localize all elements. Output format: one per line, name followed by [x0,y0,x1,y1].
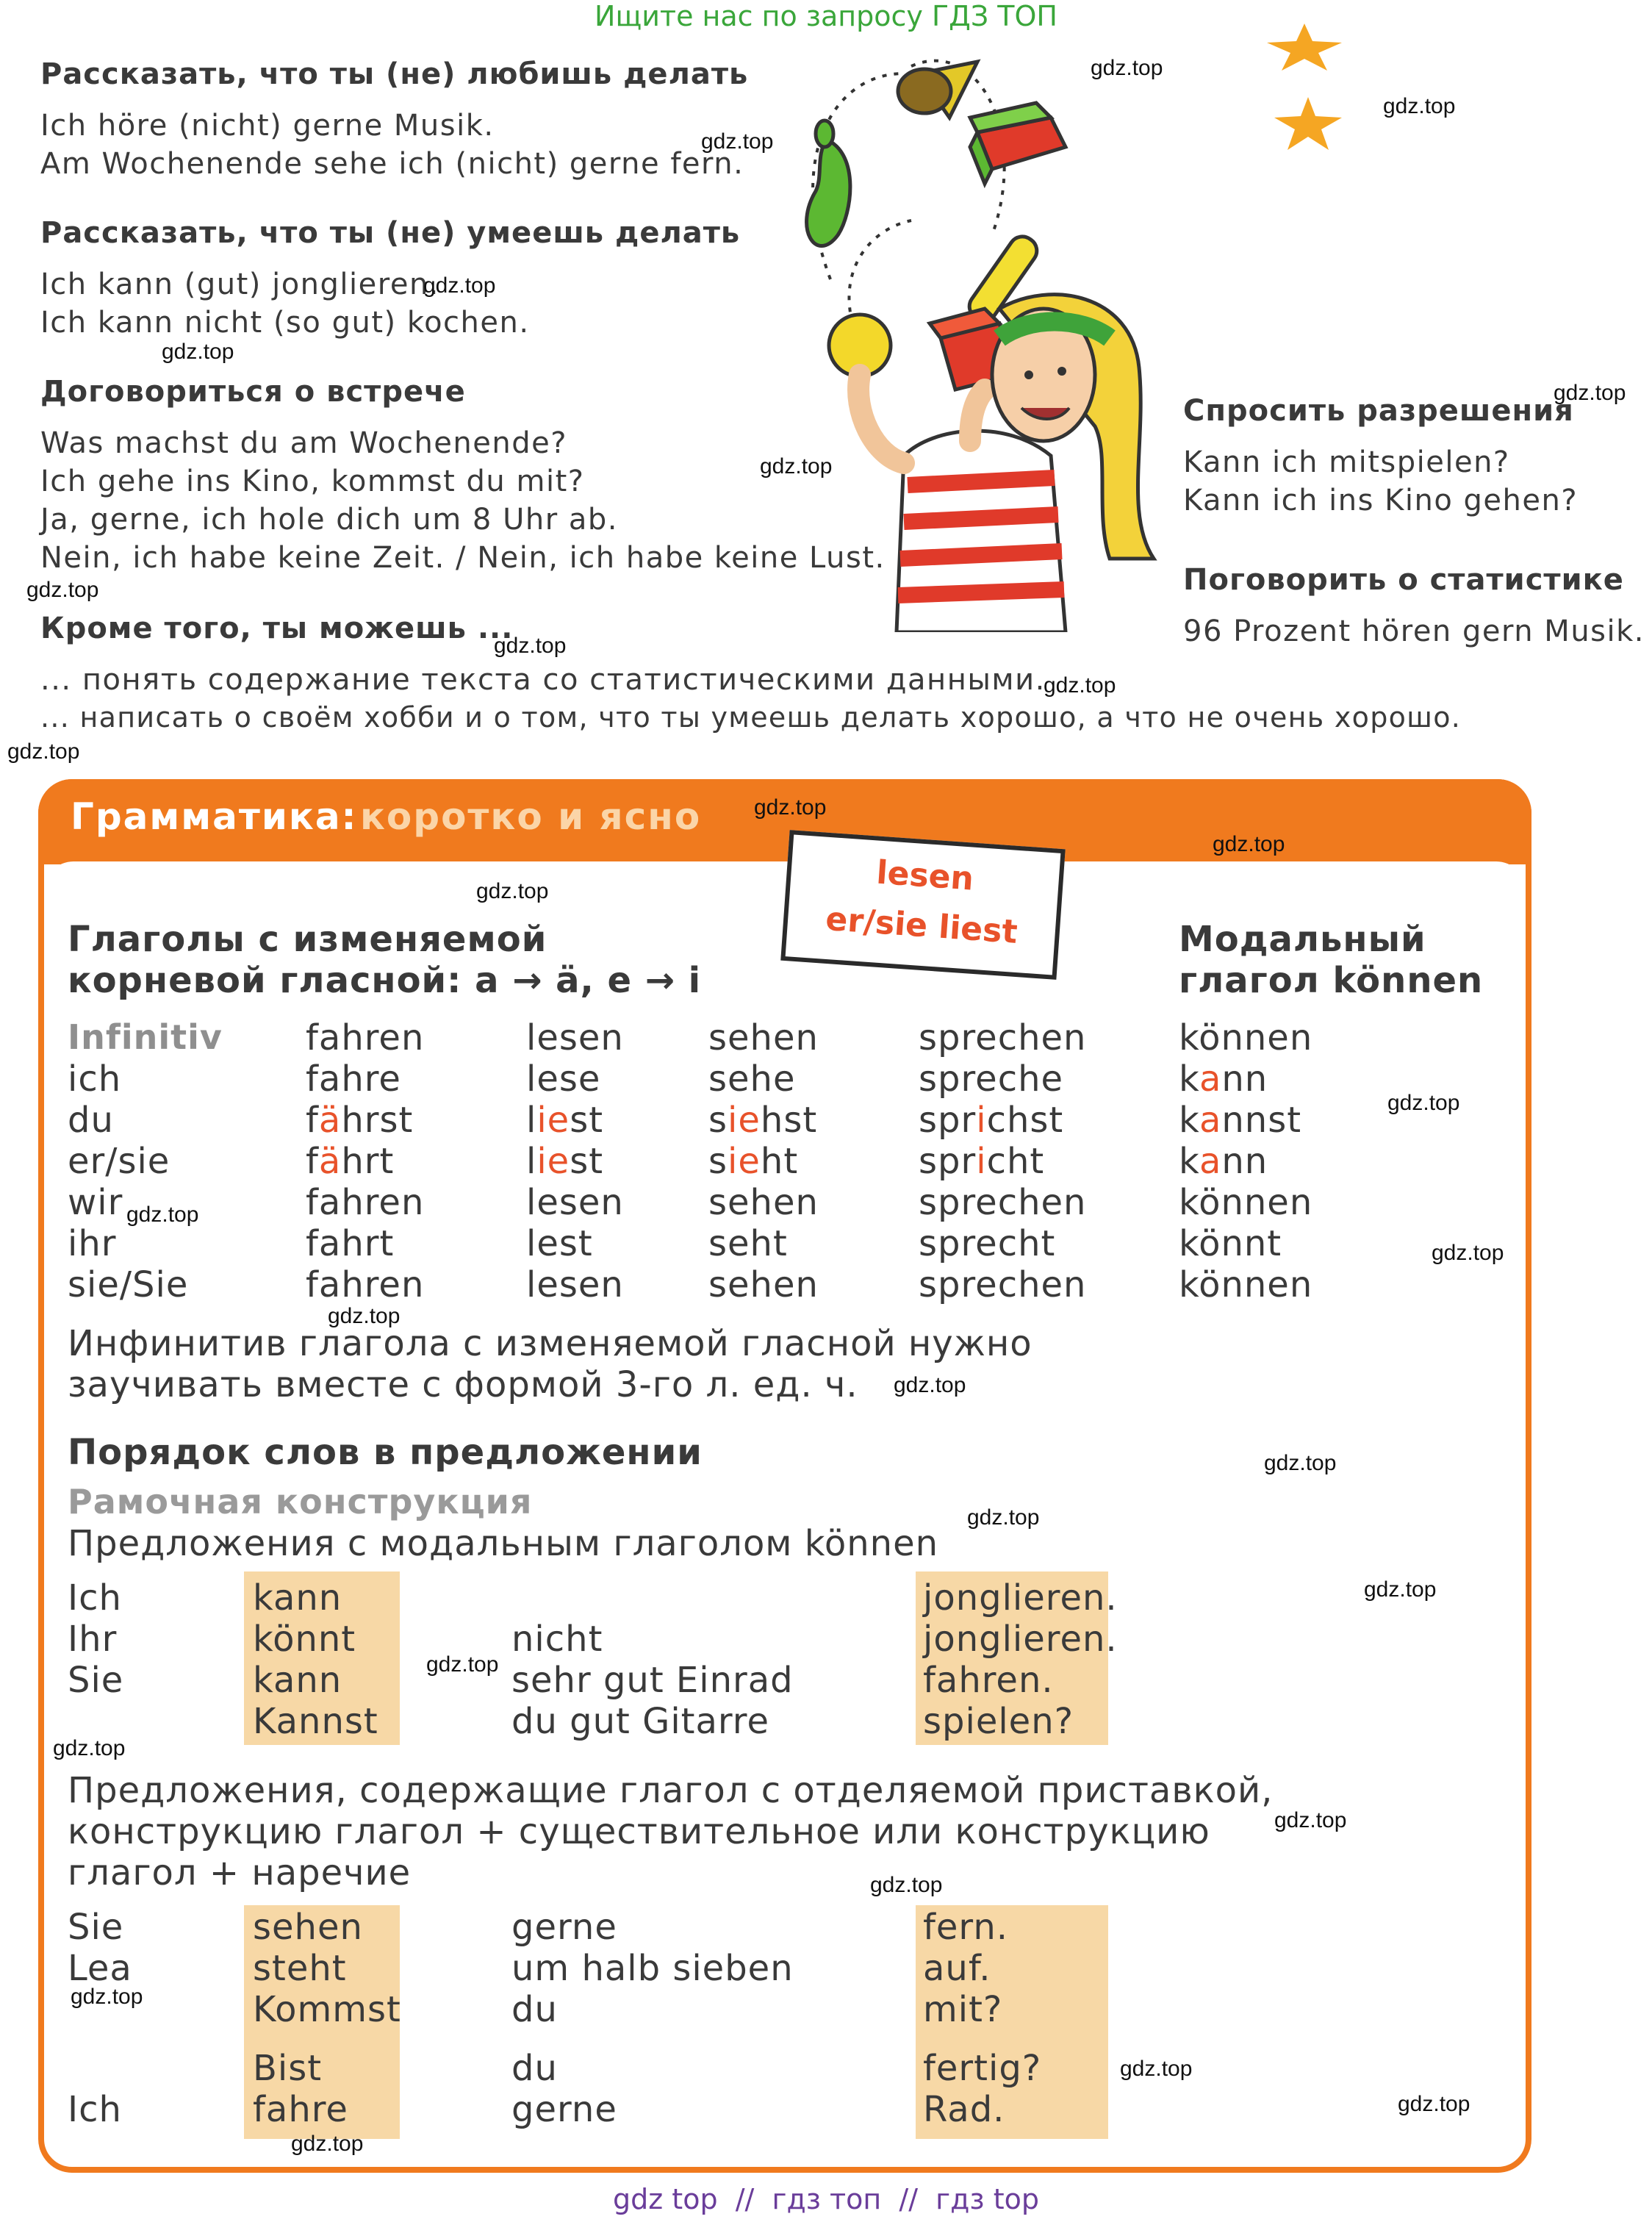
verb-form: lesen [526,1017,624,1058]
verbs-title: корневой гласной: a → ä, e → i [68,960,702,1001]
sentence-end: jonglieren. [923,1577,1118,1619]
verb-form: können [1179,1017,1313,1058]
watermark: gdz.top [71,1985,143,2009]
verb-form-changed: fährst [306,1100,414,1141]
sentence-subject: Ich [68,2089,122,2130]
separable-title: конструкцию глагол + существительное или конструкцию [68,1811,1210,1852]
sentence-verb: sehen [253,1907,363,1948]
section-likes-title: Рассказать, что ты (не) любишь делать [40,57,749,91]
verb-form-changed: liest [526,1100,604,1141]
word-order-title: Порядок слов в предложении [68,1432,703,1473]
verb-form: sprecht [919,1223,1056,1264]
verb-form: sprechen [919,1182,1087,1223]
verb-form-changed: fährt [306,1141,395,1182]
verb-form: fahren [306,1264,425,1305]
verb-form: lest [526,1223,593,1264]
verb-form: fahren [306,1182,425,1223]
watermark: gdz.top [53,1736,126,1760]
verb-form: sehen [708,1182,819,1223]
sentence-verb: Kommst [253,1989,401,2030]
sentence-end: jonglieren. [923,1619,1118,1660]
sentence-verb: kann [253,1660,342,1701]
section-also-line: ... понять содержание текста со статистическими данными. [40,663,1046,697]
watermark: gdz.top [870,1873,943,1897]
watermark: gdz.top [1387,1091,1460,1115]
pronoun-infinitiv: Infinitiv [68,1017,223,1057]
watermark: gdz.top [1274,1808,1347,1832]
section-meet-line: Ich gehe ins Kino, kommst du mit? [40,465,585,498]
sentence-middle: nicht [511,1619,603,1660]
sentence-middle: du [511,2048,558,2089]
sentence-subject: Sie [68,1660,124,1701]
verbs-title: Глаголы с изменяемой [68,919,547,960]
watermark: gdz.top [967,1505,1040,1530]
sentence-verb: Kannst [253,1701,378,1742]
verb-form: sprechen [919,1017,1087,1058]
grammar-note: Инфинитив глагола с изменяемой гласной нужно [68,1323,1032,1364]
watermark: gdz.top [126,1203,199,1227]
section-meet-title: Договориться о встрече [40,375,466,409]
modal-title: Модальный [1179,919,1426,960]
verb-form: können [1179,1264,1313,1305]
section-also-line: ... написать о своём хобби и о том, что ты умеешь делать хорошо, а что не очень хорошо. [40,701,1462,734]
sentence-verb: kann [253,1577,342,1619]
verb-form: fahrt [306,1223,395,1264]
pronoun: ich [68,1058,122,1100]
section-permission-line: Kann ich ins Kino gehen? [1183,484,1579,517]
section-meet-line: Was machst du am Wochenende? [40,426,567,460]
verb-form-changed: kann [1179,1141,1268,1182]
section-also-title: Кроме того, ты можешь ... [40,612,514,645]
watermark: gdz.top [476,879,549,903]
sentence-end: auf. [923,1948,991,1989]
watermark: gdz.top [1383,94,1456,118]
section-can-line: Ich kann nicht (so gut) kochen. [40,306,530,340]
modal-title: глагол können [1179,960,1484,1001]
pronoun: sie/Sie [68,1264,189,1305]
section-stats-line: 96 Prozent hören gern Musik. [1183,614,1645,648]
watermark: gdz.top [7,739,80,764]
section-meet-line: Ja, gerne, ich hole dich um 8 Uhr ab. [40,503,618,537]
top-banner: Ищите нас по запросу ГДЗ ТОП [595,0,1057,32]
sentence-middle: du [511,1989,558,2030]
watermark: gdz.top [1264,1451,1337,1475]
verb-form-changed: sprichst [919,1100,1064,1141]
sign-line-2: er/sie liest [824,900,1019,951]
section-meet-line: Nein, ich habe keine Zeit. / Nein, ich habe keine Lust. [40,541,886,575]
verb-form: sehen [708,1017,819,1058]
pronoun: du [68,1100,114,1141]
star-icon [1271,96,1345,151]
grammar-header-subtitle: коротко и ясно [360,795,702,838]
watermark: gdz.top [328,1304,401,1328]
watermark: gdz.top [1554,381,1626,405]
verb-form: sehe [708,1058,796,1100]
grammar-header-title: Грамматика: [71,795,358,838]
sentence-verb: fahre [253,2089,348,2130]
verb-form: können [1179,1182,1313,1223]
pronoun: wir [68,1182,123,1223]
watermark: gdz.top [291,2132,364,2156]
separable-title: глагол + наречие [68,1852,412,1893]
verb-form: seht [708,1223,788,1264]
watermark: gdz.top [760,454,833,479]
sentence-verb: steht [253,1948,347,1989]
pronoun: er/sie [68,1141,170,1182]
watermark: gdz.top [1091,56,1163,80]
sentence-middle: gerne [511,2089,617,2130]
sentence-subject: Lea [68,1948,132,1989]
sentence-end: spielen? [923,1701,1074,1742]
sentence-subject: Ihr [68,1619,118,1660]
watermark: gdz.top [26,578,99,602]
watermark: gdz.top [1398,2092,1470,2116]
watermark: gdz.top [1120,2057,1193,2081]
section-stats-title: Поговорить о статистике [1183,563,1624,597]
watermark: gdz.top [701,129,774,154]
verb-form-changed: spricht [919,1141,1045,1182]
section-can-line: Ich kann (gut) jonglieren. [40,268,440,301]
verb-form: fahre [306,1058,401,1100]
watermark: gdz.top [1213,832,1285,856]
sentence-end: fahren. [923,1660,1054,1701]
juggler-illustration [786,44,1198,632]
sentence-end: fertig? [923,2048,1042,2089]
verb-form-changed: kann [1179,1058,1268,1100]
watermark: gdz.top [426,1652,499,1677]
section-likes-line: Am Wochenende sehe ich (nicht) gerne fern. [40,147,744,181]
sentence-middle: sehr gut Einrad [511,1660,794,1701]
watermark: gdz.top [423,273,496,298]
verb-form: sehen [708,1264,819,1305]
verb-form-changed: liest [526,1141,604,1182]
verb-form: lese [526,1058,601,1100]
watermark: gdz.top [894,1373,966,1397]
sentence-end: mit? [923,1989,1003,2030]
verb-form: lesen [526,1182,624,1223]
verb-form: spreche [919,1058,1064,1100]
section-can-title: Рассказать, что ты (не) умеешь делать [40,216,741,250]
section-permission-line: Kann ich mitspielen? [1183,445,1510,479]
sign-line-1: lesen [875,853,975,898]
verb-form-changed: siehst [708,1100,818,1141]
separable-title: Предложения, содержащие глагол с отделяемой приставкой, [68,1770,1274,1811]
section-permission-title: Спросить разрешения [1183,394,1574,428]
watermark: gdz.top [162,340,234,364]
sentence-middle: um halb sieben [511,1948,794,1989]
frame-title: Рамочная конструкция [68,1482,533,1522]
watermark: gdz.top [1364,1577,1437,1602]
verb-form: lesen [526,1264,624,1305]
sentence-subject: Sie [68,1907,124,1948]
sentence-subject: Ich [68,1577,122,1619]
section-likes-line: Ich höre (nicht) gerne Musik. [40,109,495,143]
pronoun: ihr [68,1223,117,1264]
verb-form: könnt [1179,1223,1282,1264]
verb-form-changed: sieht [708,1141,799,1182]
sentence-middle: du gut Gitarre [511,1701,769,1742]
watermark: gdz.top [1044,673,1116,698]
verb-form: fahren [306,1017,425,1058]
sentence-verb: könnt [253,1619,356,1660]
sentence-end: Rad. [923,2089,1005,2130]
watermark: gdz.top [494,634,567,658]
modal-sentences-title: Предложения с модальным глаголом können [68,1523,939,1564]
sentence-middle: gerne [511,1907,617,1948]
watermark: gdz.top [1432,1241,1504,1265]
footer-text: gdz top // гдз топ // гдз top [613,2183,1039,2215]
lesen-sign [780,830,1066,980]
star-icon [1264,22,1345,74]
verb-form: sprechen [919,1264,1087,1305]
watermark: gdz.top [754,795,827,820]
grammar-note: заучивать вместе с формой 3-го л. ед. ч. [68,1364,858,1405]
sentence-verb: Bist [253,2048,323,2089]
sentence-end: fern. [923,1907,1008,1948]
verb-form-changed: kannst [1179,1100,1302,1141]
